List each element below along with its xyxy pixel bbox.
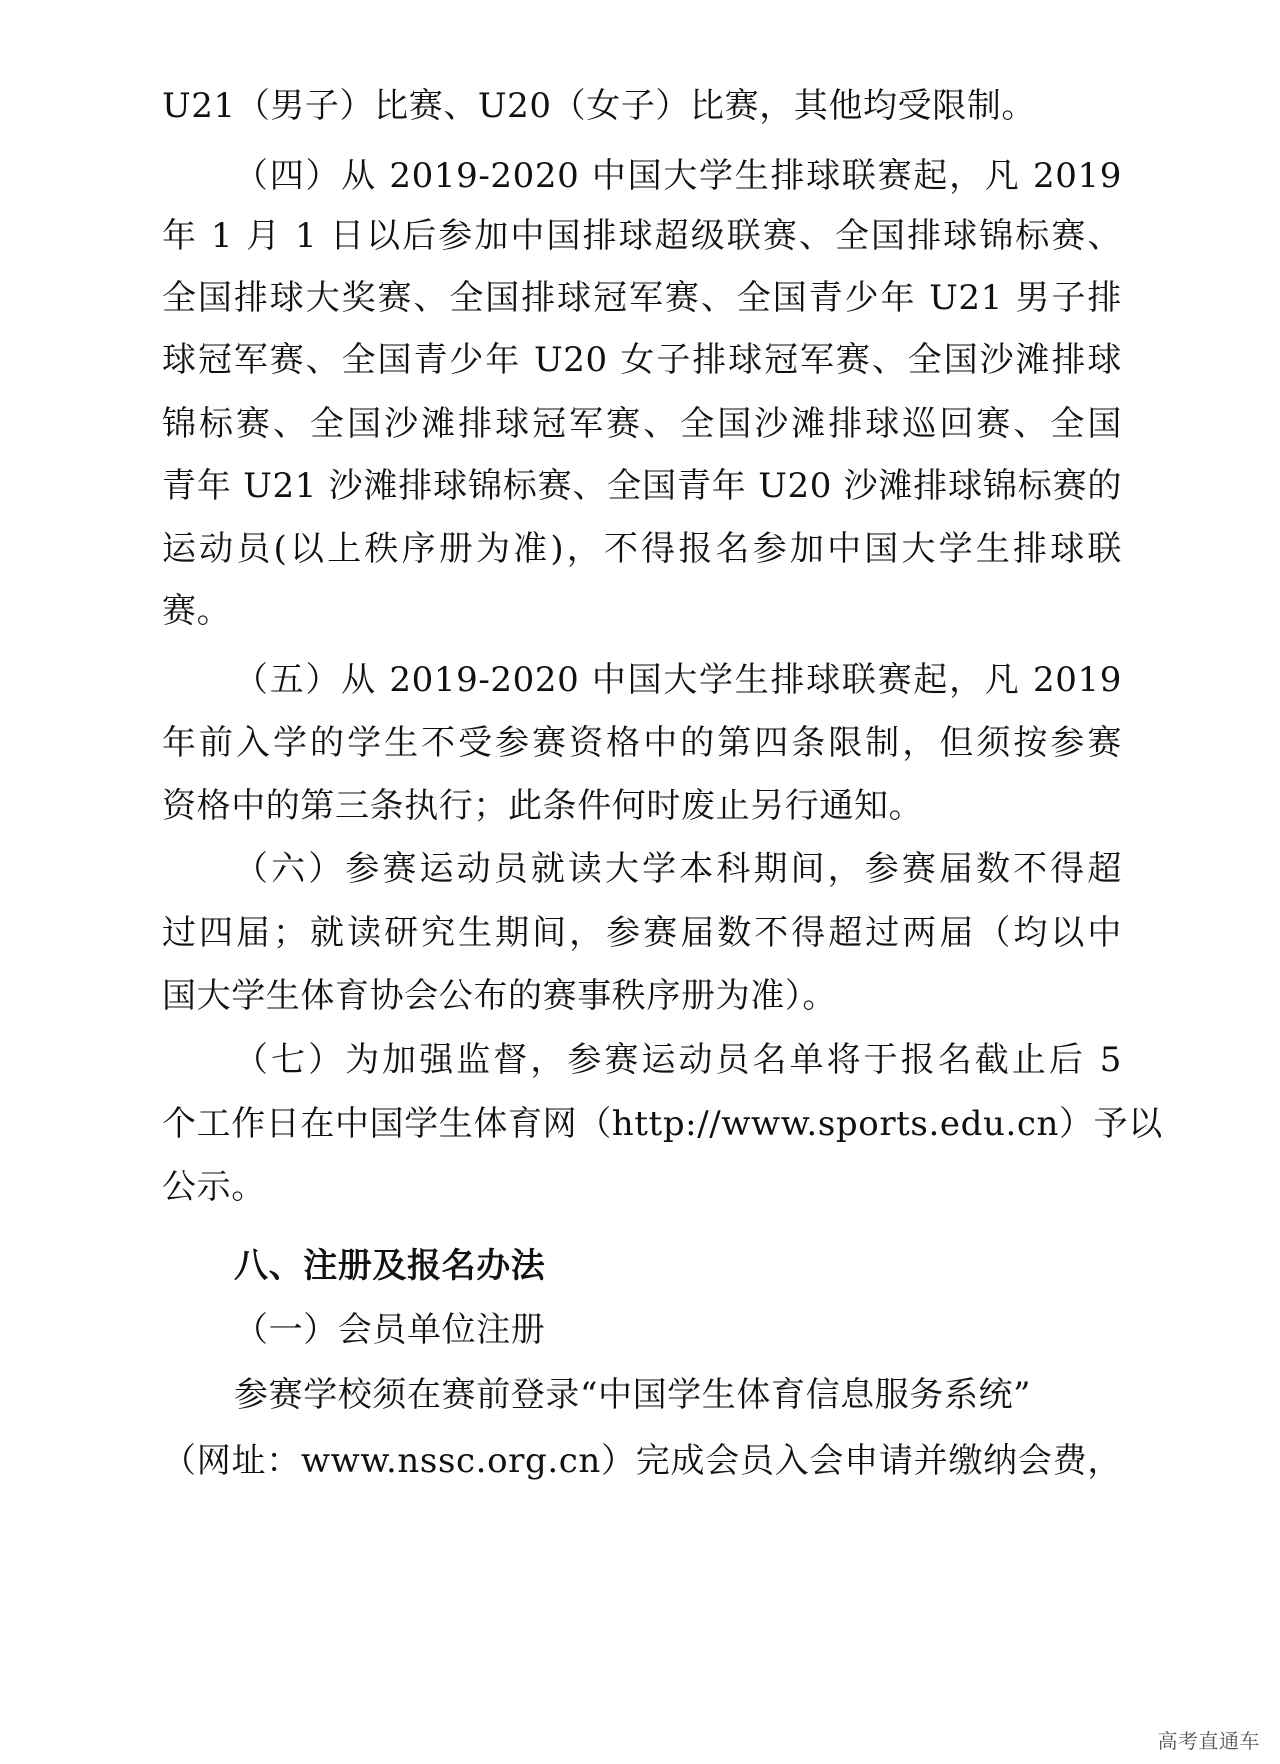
text-line-21: 参赛学校须在赛前登录“中国学生体育信息服务系统” — [234, 1375, 1032, 1415]
text-line-10: （五）从 2019-2020 中国大学生排球联赛起，凡 2019 — [234, 660, 1122, 700]
text-line-9: 赛。 — [162, 591, 232, 631]
text-line-13: （六）参赛运动员就读大学本科期间，参赛届数不得超 — [234, 849, 1122, 889]
text-line-16: （七）为加强监督，参赛运动员名单将于报名截止后 5 — [234, 1040, 1122, 1080]
text-line-1: U21（男子）比赛、U20（女子）比赛，其他均受限制。 — [162, 86, 1037, 126]
text-line-14: 过四届；就读研究生期间，参赛届数不得超过两届（均以中 — [162, 913, 1122, 953]
text-line-4: 全国排球大奖赛、全国排球冠军赛、全国青少年 U21 男子排 — [162, 278, 1122, 318]
section-heading: 八、注册及报名办法 — [234, 1246, 546, 1286]
text-line-7: 青年 U21 沙滩排球锦标赛、全国青年 U20 沙滩排球锦标赛的 — [162, 466, 1122, 506]
subsection-heading: （一）会员单位注册 — [234, 1310, 546, 1350]
text-line-18: 公示。 — [162, 1167, 266, 1207]
text-line-6: 锦标赛、全国沙滩排球冠军赛、全国沙滩排球巡回赛、全国 — [162, 404, 1122, 444]
text-line-12: 资格中的第三条执行；此条件何时废止另行通知。 — [162, 786, 924, 826]
text-line-15: 国大学生体育协会公布的赛事秩序册为准）。 — [162, 976, 837, 1016]
text-line-3: 年 1 月 1 日以后参加中国排球超级联赛、全国排球锦标赛、 — [162, 216, 1122, 256]
text-line-2: （四）从 2019-2020 中国大学生排球联赛起，凡 2019 — [234, 156, 1122, 196]
watermark-logo: 高考直通车 — [1157, 1729, 1260, 1753]
text-line-8: 运动员(以上秩序册为准)，不得报名参加中国大学生排球联 — [162, 529, 1122, 569]
text-line-17: 个工作日在中国学生体育网（http://www.sports.edu.cn）予以 — [162, 1104, 1163, 1144]
text-line-11: 年前入学的学生不受参赛资格中的第四条限制，但须按参赛 — [162, 723, 1122, 763]
text-line-5: 球冠军赛、全国青少年 U20 女子排球冠军赛、全国沙滩排球 — [162, 340, 1122, 380]
text-line-22: （网址：www.nssc.org.cn）完成会员入会申请并缴纳会费， — [162, 1441, 1122, 1481]
